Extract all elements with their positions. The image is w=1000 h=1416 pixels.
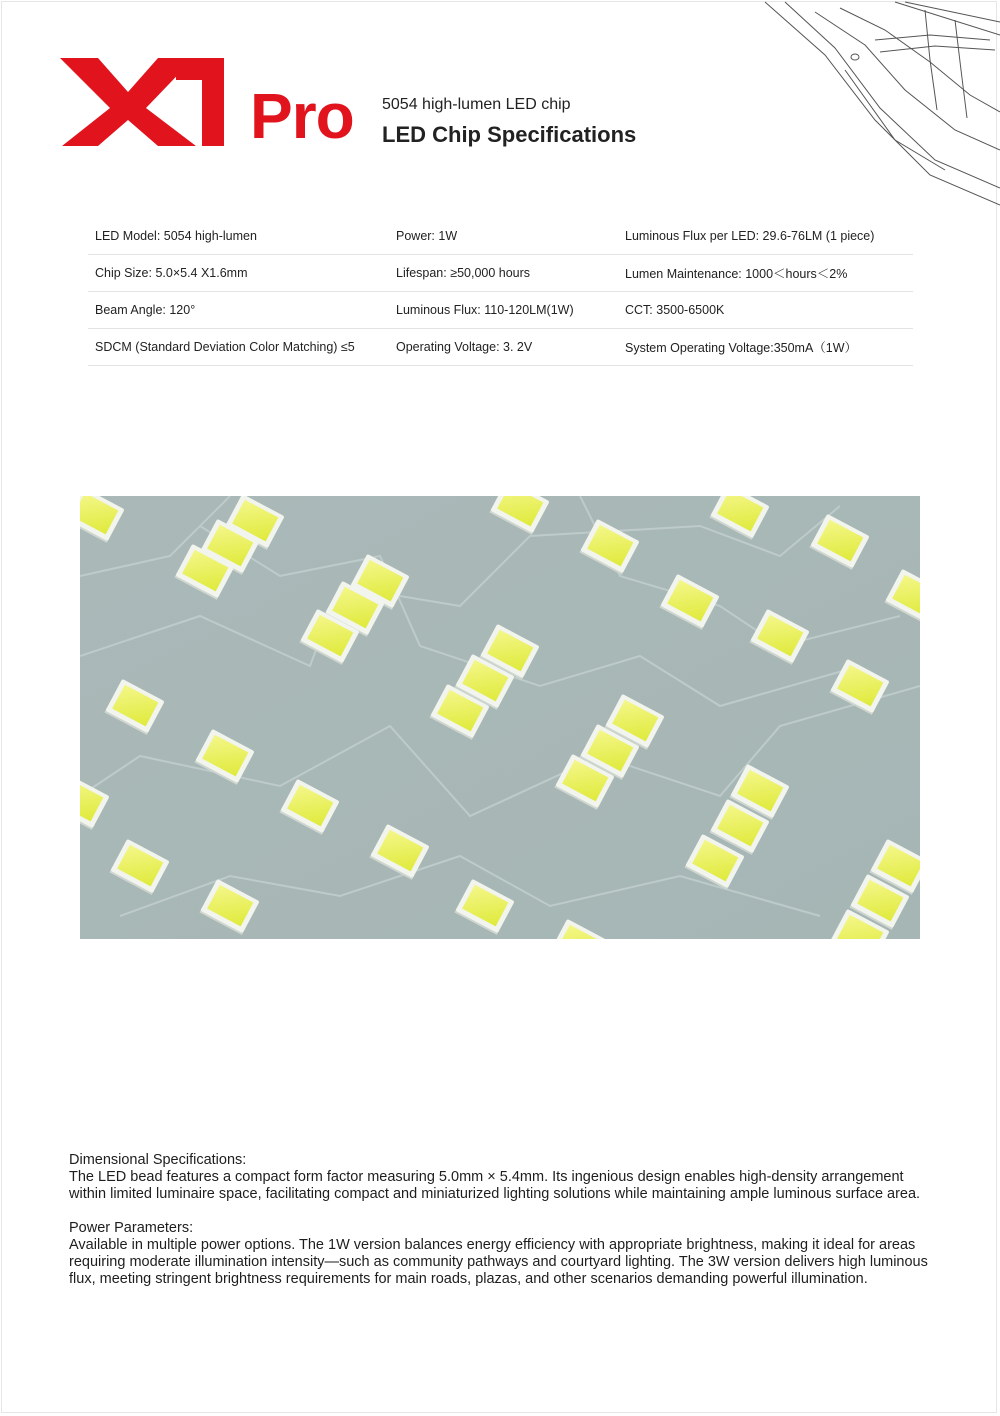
section-heading: Power Parameters:	[69, 1220, 194, 1236]
header-subtitle: 5054 high-lumen LED chip	[382, 96, 571, 113]
description-block	[69, 1152, 931, 1305]
spec-cell: CCT: 3500-6500K	[625, 303, 725, 317]
spec-cell: Beam Angle: 120°	[95, 303, 196, 317]
spec-cell: Power: 1W	[396, 229, 458, 243]
spec-cell: LED Model: 5054 high-lumen	[95, 229, 257, 243]
section-heading: Dimensional Specifications:	[69, 1152, 247, 1168]
table-row	[88, 218, 913, 255]
logo-pro-text: Pro	[250, 80, 354, 152]
luminaire-line-drawing	[755, 0, 1000, 210]
spec-cell: Luminous Flux: 110-120LM(1W)	[396, 303, 574, 317]
table-row	[88, 329, 913, 366]
spec-table	[88, 218, 913, 366]
section-body: Available in multiple power options. The 1W version balances energy efficiency with appropriate brightness, making it ideal for areas requiring moderate illumination intensity—such as community pathways and courtyard lighting. The 3W version delivers high luminous flux, meeting stringent brightness requirements for main roads, plazas, and other scenarios demanding powerful illumination.	[69, 1237, 928, 1287]
description-section	[69, 1220, 931, 1288]
x1-logo-mark	[58, 54, 228, 154]
table-row	[88, 255, 913, 292]
brand-logo	[58, 54, 368, 154]
spec-cell: System Operating Voltage:350mA（1W）	[625, 341, 858, 355]
spec-cell: Luminous Flux per LED: 29.6-76LM (1 piece)	[625, 229, 875, 243]
spec-cell: Operating Voltage: 3. 2V	[396, 340, 533, 354]
spec-cell: Chip Size: 5.0×5.4 X1.6mm	[95, 266, 248, 280]
table-row	[88, 292, 913, 329]
spec-cell: Lumen Maintenance: 1000＜hours＜2%	[625, 267, 848, 281]
description-section	[69, 1152, 931, 1203]
section-body: The LED bead features a compact form factor measuring 5.0mm × 5.4mm. Its ingenious design enables high-density arrangement within limited luminaire space, facilitating compact and miniaturized lighting solutions while maintaining ample luminous surface area.	[69, 1169, 921, 1202]
spec-cell: Lifespan: ≥50,000 hours	[396, 266, 531, 280]
header-title: LED Chip Specifications	[382, 122, 637, 147]
led-board-photo	[80, 496, 920, 939]
spec-cell: SDCM (Standard Deviation Color Matching) ≤5	[95, 340, 355, 354]
